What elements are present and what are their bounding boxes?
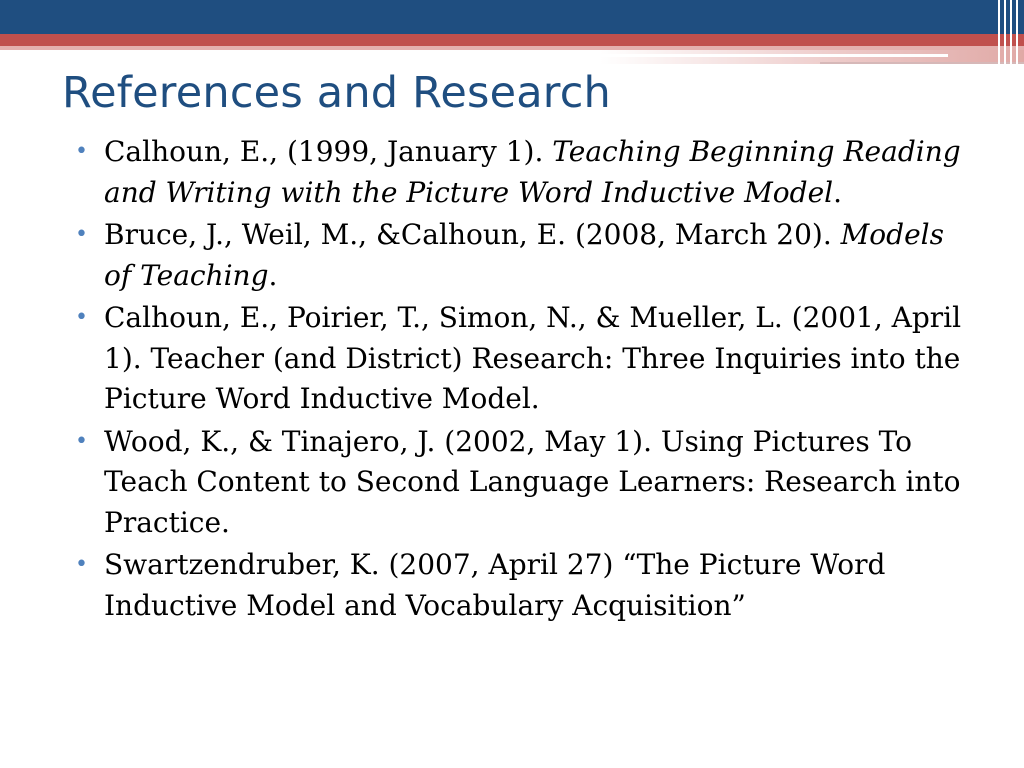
reference-item	[75, 545, 975, 626]
reference-citation: Wood, K., & Tinajero, J. (2002, May 1). Using Pictures To Teach Content to Second Language Learners: Research into Practice.	[104, 424, 961, 539]
bullet-icon: •	[75, 428, 88, 454]
header-band-blue	[0, 0, 1024, 34]
reference-work-title: Teaching Beginning Reading and Writing with the Picture Word Inductive Model	[104, 135, 961, 209]
header-divider-line	[600, 54, 948, 57]
reference-citation: Calhoun, E., (1999, January 1).	[104, 135, 553, 168]
reference-list	[75, 132, 975, 628]
bullet-icon: •	[75, 305, 88, 330]
reference-citation: Swartzendruber, K. (2007, April 27) “The Picture Word Inductive Model and Vocabulary Acquisition”	[104, 548, 886, 622]
reference-citation: Calhoun, E., Poirier, T., Simon, N., & Mueller, L. (2001, April 1). Teacher (and District) Research: Three Inquiries into the Picture Word Inductive Model.	[104, 301, 962, 415]
slide-title: References and Research	[62, 68, 612, 118]
reference-citation: Bruce, J., Weil, M., &Calhoun, E. (2008, March 20).	[104, 218, 841, 251]
reference-item	[75, 298, 975, 420]
bullet-icon: •	[75, 552, 88, 577]
bullet-icon: •	[75, 139, 88, 164]
reference-end: .	[833, 175, 843, 209]
reference-end: .	[268, 258, 278, 292]
reference-work-title: Models of Teaching	[104, 218, 944, 292]
reference-item	[75, 132, 975, 213]
header-band-red	[0, 34, 1024, 46]
header-stripes	[994, 0, 1024, 70]
bullet-icon: •	[75, 222, 88, 247]
reference-item	[75, 215, 975, 296]
reference-item	[75, 422, 975, 544]
